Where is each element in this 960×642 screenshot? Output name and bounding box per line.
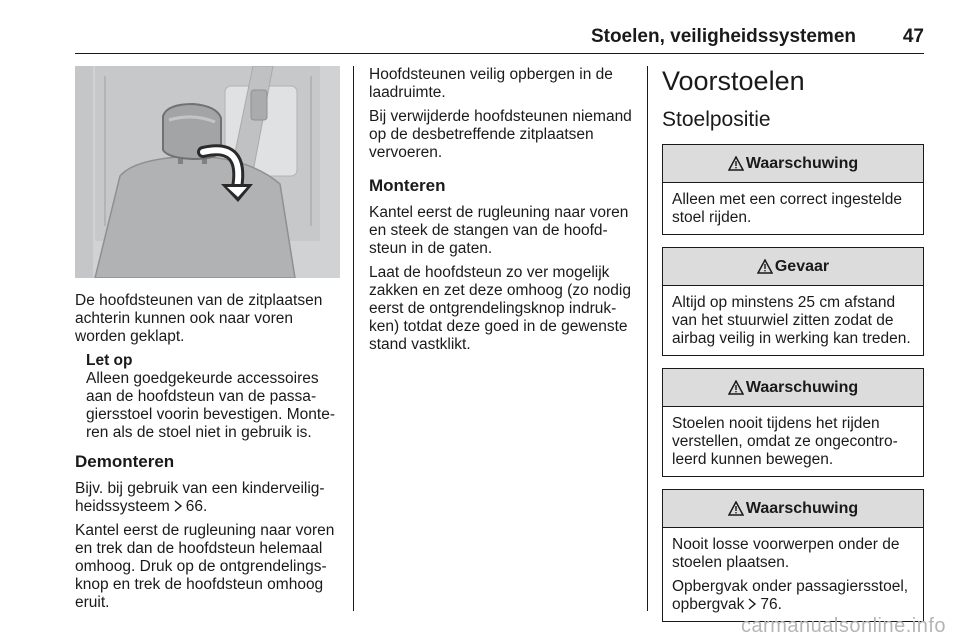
warning-box-title: Waarschuwing (745, 154, 859, 172)
page-reference-icon (747, 598, 757, 610)
warning-box-1 (662, 144, 924, 235)
heading-monteren: Monteren (369, 176, 446, 195)
warning-triangle-icon (728, 380, 744, 395)
column-divider-1 (353, 66, 354, 611)
monteren-paragraph-2: Laat de hoofdsteun zo ver mogelijk zakken en zet deze omhoog (zo nodig eerst de ontgrendelingsknop indrukken) totdat deze goed in de gewenste stand vastklikt. (369, 264, 631, 353)
warning-box-header (663, 490, 923, 528)
warning-box-text: Alleen met een correct ingestelde stoel rijden. (672, 191, 903, 226)
column-3 (662, 66, 924, 634)
warning-box-header (663, 145, 923, 183)
page-number: 47 (902, 26, 924, 47)
storage-paragraph: Hoofdsteunen veilig opbergen in de laadruimte. (369, 66, 613, 101)
watermark: carmanualsonline.info (740, 615, 946, 637)
headrest-illustration (75, 66, 340, 278)
intro-paragraph: De hoofdsteunen van de zitplaatsen achterin kunnen ook naar voren worden geklapt. (75, 292, 323, 345)
storage-text: Opbergvak onder passagiersstoel, opbergvak (672, 578, 909, 613)
safety-paragraph: Bij verwijderde hoofdsteunen niemand op de desbetreffende zitplaatsen vervoeren. (369, 108, 632, 161)
column-divider-2 (647, 66, 648, 611)
headrest-fold-arrow-icon (75, 66, 340, 278)
note-label: Let op (86, 352, 133, 369)
demonteren-paragraph-2: Kantel eerst de rugleuning naar voren en trek dan de hoofdsteun helemaal omhoog. Druk op de ontgrendelingsknop en trek de hoofdsteun omhoog eruit. (75, 522, 335, 611)
note-text: Alleen goedgekeurde accessoires aan de hoofdsteun van de passagiersstoel voorin bevestigen. Monteren als de stoel niet in gebruik is. (86, 370, 336, 441)
warning-box-title: Waarschuwing (745, 378, 859, 396)
page-reference-icon (173, 500, 183, 512)
danger-box-title: Gevaar (774, 257, 830, 275)
storage-reference-text (672, 578, 914, 614)
page-header (0, 0, 960, 56)
column-2 (369, 66, 634, 360)
danger-box (662, 247, 924, 356)
header-rule (75, 53, 924, 54)
reference-page: 76. (760, 596, 782, 613)
warning-triangle-icon (757, 259, 773, 274)
danger-box-header (663, 248, 923, 286)
demonteren-text: Bijv. bij gebruik van een kinderveiligheidssysteem (75, 480, 325, 515)
warning-box-text: Stoelen nooit tijdens het rijden verstellen, omdat ze ongecontroleerd kunnen bewegen. (672, 415, 898, 468)
monteren-paragraph-1: Kantel eerst de rugleuning naar voren en steek de stangen van de hoofdsteun in de gaten. (369, 204, 629, 257)
warning-box-text: Nooit losse voorwerpen onder de stoelen plaatsen. (672, 536, 900, 571)
warning-triangle-icon (728, 501, 744, 516)
warning-box-3 (662, 489, 924, 622)
demonteren-paragraph-1 (75, 480, 340, 516)
warning-box-title: Waarschuwing (745, 499, 859, 517)
danger-box-text: Altijd op minstens 25 cm afstand van het stuurwiel zitten zodat de airbag veilig in werking kan treden. (672, 294, 911, 347)
warning-box-2 (662, 368, 924, 477)
warning-box-header (663, 369, 923, 407)
heading-stoelpositie: Stoelpositie (662, 108, 771, 131)
heading-voorstoelen: Voorstoelen (662, 66, 805, 96)
note-block (75, 352, 340, 442)
heading-demonteren: Demonteren (75, 452, 175, 471)
column-1 (75, 66, 340, 618)
running-title: Stoelen, veiligheidssystemen (590, 26, 856, 47)
reference-page: 66. (185, 498, 208, 515)
warning-triangle-icon (728, 156, 744, 171)
